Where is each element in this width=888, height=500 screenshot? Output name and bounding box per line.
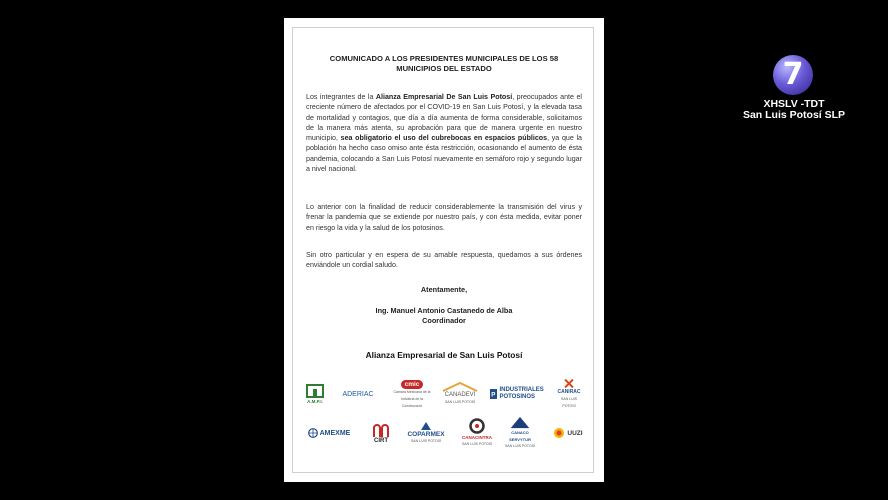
logo-ampi [302,382,328,406]
canacintra-sub: SAN LUIS POTOSÍ [461,442,493,446]
title-line-1: COMUNICADO A LOS PRESIDENTES MUNICIPALES DE LOS 58 [329,54,559,63]
amexme-globe-icon [308,428,318,438]
p1-bold-request: sea obligatorio el uso del cubrebocas en espacios públicos [340,134,548,143]
logo-uuzi [550,422,586,444]
closing-text: Atentamente, [420,285,468,294]
channel-city: San Luis Potosí SLP [742,109,846,121]
paragraph-1 [306,92,582,174]
document-title [298,54,590,74]
canacintra-label: CANACINTRA [462,435,492,440]
industriales-label: INDUSTRIALES POTOSINOS [499,387,544,400]
organization-name: Alianza Empresarial de San Luis Potosí [365,350,523,360]
p1-text-a: Los integrantes de la [306,93,376,101]
uuzi-label: UUZI [567,429,583,437]
logo-canadevi [438,381,482,407]
channel-7-logo [773,55,813,95]
uuzi-icon [553,427,565,439]
signer-name: Ing. Manuel Antonio Castanedo de Alba [375,306,513,315]
canacintra-icon [469,418,485,434]
canirac-icon [562,378,576,389]
channel-callsign: XHSLV -TDT [763,98,825,110]
logo-coparmex [402,418,450,448]
canaco-sub: SAN LUIS POTOSÍ [504,444,536,448]
logo-cirt [366,418,396,448]
paragraph-2: Lo anterior con la finalidad de reducir considerablemente la transmisión del virus y frenar la pandemia que se extiende por nuestro país, y con ésta medida, evitar poner en riesgo la vida y la salud de los potosinos. [306,203,582,232]
ampi-icon [306,384,324,398]
canaco-icon [508,416,532,429]
cmic-icon: cmic [401,380,424,389]
logo-canirac [554,378,584,410]
paragraph-3: Sin otro particular y en espera de su amable respuesta, quedamos a sus órdenes enviándole un cordial saludo. [306,251,582,270]
p1-text-c: , preocupados ante el creciente número de afectados por el COVID-19 en San Luis Potosí, y la elevada tasa de mortalidad y contagios, que día a día aumenta de forma considerable, solicitamos de la manera más atenta, su aprobación para que de manera urgente en nuestro municipio, [306,93,582,143]
canadevi-label: CANADEVI [444,392,476,398]
ampi-label: A.M.P.I. [307,398,323,404]
logo-amexme [300,424,358,442]
p1-bold-org: Alianza Empresarial De San Luis Potosí [375,93,513,101]
cirt-icon [370,422,392,438]
industriales-icon [490,386,497,402]
coparmex-icon [420,421,432,431]
coparmex-label: COPARMEX [407,431,445,438]
amexme-label: AMEXME [319,429,351,437]
canirac-label: CANIRAC [557,389,581,395]
logo-canaco [500,416,540,450]
canaco-label: CANACO SERVYTUR [509,430,531,442]
p1-text-e: , ya que la población ha hecho caso omiso ante ésta restricción, ocasionando el aumento de ésta pandemia, colocando a San Luis Potosí nuevamente en semáforo rojo y segundo lugar a nivel nacional. [306,134,582,174]
document-page [284,18,604,482]
canadevi-roof-icon [441,382,479,392]
aderiac-label: ADERIAC [342,390,374,398]
coparmex-sub: SAN LUIS POTOSÍ [410,439,442,443]
cmic-sub: Cámara Mexicana de la Industria de la Construcción [393,390,431,408]
logo-cmic [392,382,432,408]
signer-role: Coordinador [422,316,466,325]
svg-text:P: P [491,391,496,399]
canirac-sub: SAN LUIS POTOSÍ [561,397,577,408]
logo-industriales [490,381,550,407]
canadevi-sub: SAN LUIS POTOSÍ [444,400,476,404]
logo-canacintra [458,418,496,448]
title-line-2: MUNICIPIOS DEL ESTADO [396,64,492,73]
channel-number: 7 [782,57,804,92]
logo-aderiac [334,385,382,403]
cirt-label: CIRT [374,437,388,444]
